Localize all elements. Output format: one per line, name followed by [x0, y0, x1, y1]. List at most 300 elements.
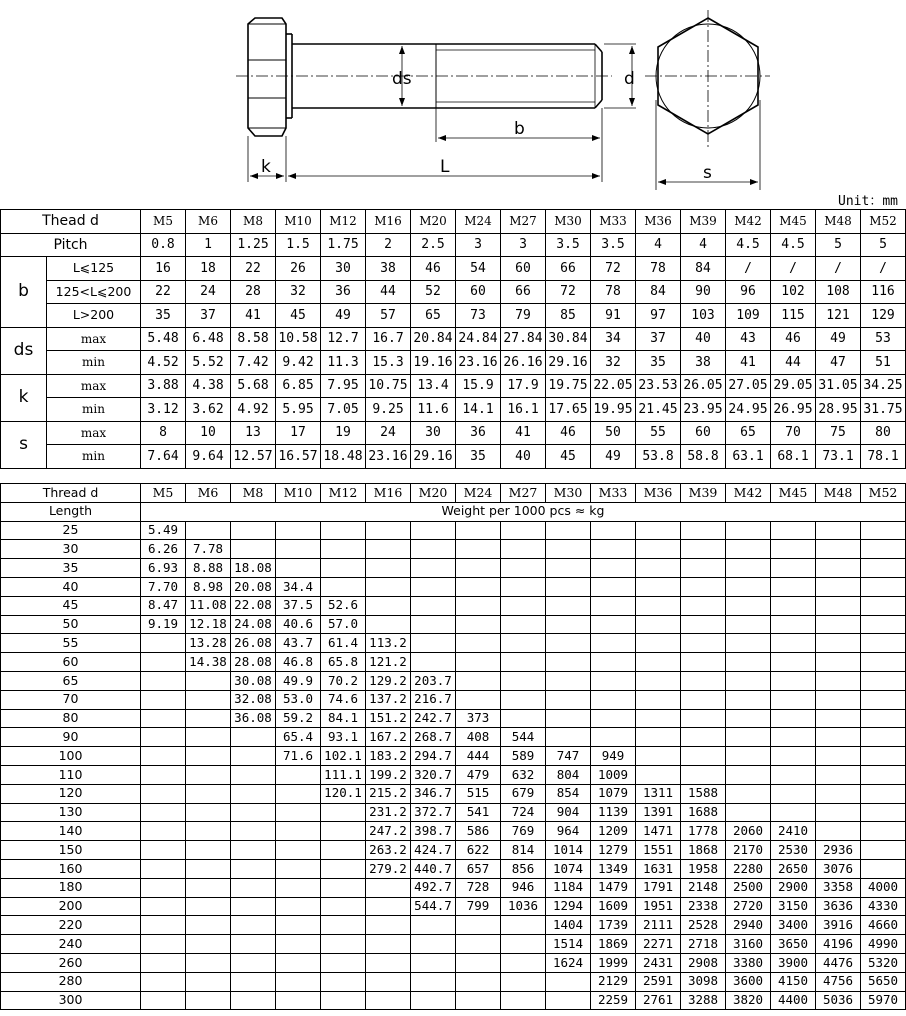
weight-cell: 2500 — [726, 878, 771, 897]
b-cell: 116 — [861, 280, 906, 304]
b-cell: 38 — [366, 257, 411, 281]
k-cell: 14.1 — [456, 398, 501, 422]
k-cell: 3.88 — [141, 374, 186, 398]
s-cell: 40 — [501, 445, 546, 469]
weight-cell: 167.2 — [366, 728, 411, 747]
weight-cell: 949 — [591, 747, 636, 766]
weight-cell — [726, 615, 771, 634]
b-cell: 57 — [366, 304, 411, 328]
weight-cell — [321, 916, 366, 935]
weight-cell: 3916 — [816, 916, 861, 935]
weight-row — [1, 972, 906, 991]
weight-cell — [681, 577, 726, 596]
weight-cell — [321, 953, 366, 972]
length-cell: 300 — [1, 991, 141, 1010]
weight-cell — [861, 521, 906, 540]
weight-cell — [636, 596, 681, 615]
b-cell: 24 — [186, 280, 231, 304]
weight-cell: 5036 — [816, 991, 861, 1010]
weight-cell — [186, 671, 231, 690]
weight-cell — [231, 935, 276, 954]
weight-cell: 728 — [456, 878, 501, 897]
weight-row — [1, 765, 906, 784]
weight-table — [0, 483, 906, 1010]
weight-cell: 242.7 — [411, 709, 456, 728]
size-header: M12 — [321, 210, 366, 234]
weight-cell — [861, 822, 906, 841]
length-cell: 130 — [1, 803, 141, 822]
b-dim-label: b — [514, 119, 525, 139]
weight-cell — [591, 615, 636, 634]
pitch-cell: 1.25 — [231, 233, 276, 257]
weight-cell: 2908 — [681, 953, 726, 972]
ds-cell: 20.84 — [411, 327, 456, 351]
weight-cell — [186, 709, 231, 728]
ds-cell: 26.16 — [501, 351, 546, 375]
ds-cell: 38 — [681, 351, 726, 375]
weight-cell — [141, 747, 186, 766]
weight-cell — [771, 709, 816, 728]
weight-cell — [141, 841, 186, 860]
weight-cell: 36.08 — [231, 709, 276, 728]
ds-cell: 44 — [771, 351, 816, 375]
weight-cell — [816, 784, 861, 803]
weight-cell: 3160 — [726, 935, 771, 954]
length-cell: 90 — [1, 728, 141, 747]
b-cell: / — [816, 257, 861, 281]
weight-row — [1, 634, 906, 653]
weight-row — [1, 953, 906, 972]
weight-row — [1, 916, 906, 935]
weight-cell: 2129 — [591, 972, 636, 991]
size-header: M30 — [546, 210, 591, 234]
weight-cell — [186, 878, 231, 897]
weight-cell: 769 — [501, 822, 546, 841]
b-cell: 32 — [276, 280, 321, 304]
weight-cell — [276, 878, 321, 897]
weight-row — [1, 653, 906, 672]
b-cell: 18 — [186, 257, 231, 281]
weight-cell — [591, 540, 636, 559]
weight-cell: 679 — [501, 784, 546, 803]
weight-cell — [411, 615, 456, 634]
weight-cell — [276, 841, 321, 860]
weight-cell — [681, 653, 726, 672]
weight-cell: 53.0 — [276, 690, 321, 709]
weight-cell: 137.2 — [366, 690, 411, 709]
length-cell: 35 — [1, 559, 141, 578]
weight-cell: 1184 — [546, 878, 591, 897]
s-cell: 53.8 — [636, 445, 681, 469]
weight-cell: 2111 — [636, 916, 681, 935]
b-cell: 121 — [816, 304, 861, 328]
weight-cell — [861, 596, 906, 615]
weight-cell — [276, 822, 321, 841]
weight-cell: 203.7 — [411, 671, 456, 690]
ds-cell: 24.84 — [456, 327, 501, 351]
weight-cell: 1036 — [501, 897, 546, 916]
weight-cell — [546, 671, 591, 690]
weight-cell — [861, 559, 906, 578]
size-header: M33 — [591, 210, 636, 234]
weight-row — [1, 859, 906, 878]
weight-cell: 946 — [501, 878, 546, 897]
s-cell: 19 — [321, 421, 366, 445]
weight-cell — [501, 972, 546, 991]
b-cell: 30 — [321, 257, 366, 281]
weight-cell — [411, 540, 456, 559]
weight-cell: 8.47 — [141, 596, 186, 615]
length-cell: 55 — [1, 634, 141, 653]
weight-cell — [861, 615, 906, 634]
k-cell: 7.95 — [321, 374, 366, 398]
weight-cell — [681, 728, 726, 747]
size-header: M39 — [681, 210, 726, 234]
b-cell: 49 — [321, 304, 366, 328]
weight-cell — [321, 822, 366, 841]
ds-dim-label: ds — [392, 69, 412, 89]
weight-cell — [771, 653, 816, 672]
weight-cell — [321, 577, 366, 596]
weight-cell — [501, 935, 546, 954]
weight-cell: 129.2 — [366, 671, 411, 690]
weight-cell — [726, 596, 771, 615]
weight-cell: 804 — [546, 765, 591, 784]
weight-cell — [726, 803, 771, 822]
weight-cell: 444 — [456, 747, 501, 766]
ds-cell: 7.42 — [231, 351, 276, 375]
weight-cell: 3098 — [681, 972, 726, 991]
ds-cell: 51 — [861, 351, 906, 375]
size-header: M20 — [411, 484, 456, 503]
b-cell: 26 — [276, 257, 321, 281]
weight-cell — [771, 596, 816, 615]
weight-row — [1, 878, 906, 897]
ds-cell: 15.3 — [366, 351, 411, 375]
weight-cell: 2060 — [726, 822, 771, 841]
weight-cell — [321, 972, 366, 991]
weight-cell — [681, 709, 726, 728]
weight-cell — [816, 559, 861, 578]
k-cell: 27.05 — [726, 374, 771, 398]
length-cell: 220 — [1, 916, 141, 935]
size-header: M24 — [456, 210, 501, 234]
s-cell: 55 — [636, 421, 681, 445]
pitch-cell: 0.8 — [141, 233, 186, 257]
weight-cell: 373 — [456, 709, 501, 728]
length-cell: 160 — [1, 859, 141, 878]
b-cell: 60 — [501, 257, 546, 281]
weight-row — [1, 540, 906, 559]
weight-cell — [861, 671, 906, 690]
b-cell: 54 — [456, 257, 501, 281]
size-header: M27 — [501, 484, 546, 503]
ds-cell: 47 — [816, 351, 861, 375]
s-cell: 23.16 — [366, 445, 411, 469]
weight-cell — [141, 784, 186, 803]
weight-cell: 2431 — [636, 953, 681, 972]
weight-cell: 856 — [501, 859, 546, 878]
weight-cell — [141, 859, 186, 878]
weight-cell — [681, 540, 726, 559]
k-cell: 31.05 — [816, 374, 861, 398]
weight-cell: 22.08 — [231, 596, 276, 615]
weight-cell: 49.9 — [276, 671, 321, 690]
weight-cell: 120.1 — [321, 784, 366, 803]
weight-cell: 4990 — [861, 935, 906, 954]
weight-cell — [636, 690, 681, 709]
b-cell: 91 — [591, 304, 636, 328]
weight-cell — [636, 765, 681, 784]
weight-cell — [636, 709, 681, 728]
weight-row — [1, 784, 906, 803]
weight-cell — [186, 935, 231, 954]
weight-cell: 4756 — [816, 972, 861, 991]
k-cell: 4.92 — [231, 398, 276, 422]
ds-cell: 11.3 — [321, 351, 366, 375]
weight-cell: 3150 — [771, 897, 816, 916]
size-header: M10 — [276, 484, 321, 503]
weight-cell — [591, 521, 636, 540]
weight-cell: 1074 — [546, 859, 591, 878]
bolt-technical-drawing — [0, 0, 906, 200]
s-cell: 70 — [771, 421, 816, 445]
k-cell: 17.9 — [501, 374, 546, 398]
size-header: M36 — [636, 210, 681, 234]
weight-cell: 1014 — [546, 841, 591, 860]
weight-cell — [771, 690, 816, 709]
ds-cell: 53 — [861, 327, 906, 351]
weight-cell: 1624 — [546, 953, 591, 972]
weight-cell: 216.7 — [411, 690, 456, 709]
pitch-cell: 4 — [681, 233, 726, 257]
weight-cell: 4476 — [816, 953, 861, 972]
weight-cell — [816, 822, 861, 841]
thread-label: Thread d — [1, 484, 141, 503]
weight-cell — [546, 540, 591, 559]
weight-cell — [681, 559, 726, 578]
weight-row — [1, 822, 906, 841]
weight-caption: Weight per 1000 pcs ≈ kg — [141, 502, 906, 521]
weight-cell — [501, 953, 546, 972]
spec-header-row — [1, 210, 906, 234]
weight-cell: 102.1 — [321, 747, 366, 766]
b-cell: / — [726, 257, 771, 281]
pitch-cell: 3.5 — [546, 233, 591, 257]
ds-cell: 40 — [681, 327, 726, 351]
weight-cell — [456, 935, 501, 954]
weight-cell — [456, 615, 501, 634]
weight-cell: 4400 — [771, 991, 816, 1010]
weight-cell: 4330 — [861, 897, 906, 916]
weight-cell: 346.7 — [411, 784, 456, 803]
length-label-row — [1, 502, 906, 521]
ds-cell: 43 — [726, 327, 771, 351]
weight-cell — [186, 953, 231, 972]
weight-cell: 84.1 — [321, 709, 366, 728]
weight-cell — [186, 897, 231, 916]
d-dim-label: d — [624, 69, 635, 89]
b-cell: 52 — [411, 280, 456, 304]
ds-cell: 46 — [771, 327, 816, 351]
weight-cell: 3650 — [771, 935, 816, 954]
weight-cell: 14.38 — [186, 653, 231, 672]
k-condition: min — [47, 398, 141, 422]
weight-cell — [681, 596, 726, 615]
k-cell: 3.62 — [186, 398, 231, 422]
weight-cell — [591, 653, 636, 672]
s-cell: 78.1 — [861, 445, 906, 469]
weight-cell: 2650 — [771, 859, 816, 878]
weight-cell — [366, 577, 411, 596]
b-cell: 37 — [186, 304, 231, 328]
weight-cell: 40.6 — [276, 615, 321, 634]
weight-cell: 247.2 — [366, 822, 411, 841]
dimension-spec-table — [0, 209, 906, 469]
weight-cell — [231, 784, 276, 803]
weight-cell: 2900 — [771, 878, 816, 897]
length-cell: 110 — [1, 765, 141, 784]
s-cell: 30 — [411, 421, 456, 445]
weight-cell — [321, 897, 366, 916]
weight-cell: 3358 — [816, 878, 861, 897]
weight-cell — [771, 803, 816, 822]
weight-cell — [456, 559, 501, 578]
weight-cell: 1951 — [636, 897, 681, 916]
unit-label: Unit：mm — [838, 194, 898, 209]
weight-cell — [276, 765, 321, 784]
weight-cell: 2528 — [681, 916, 726, 935]
length-cell: 70 — [1, 690, 141, 709]
weight-cell — [816, 671, 861, 690]
weight-cell — [546, 972, 591, 991]
size-header: M48 — [816, 210, 861, 234]
weight-cell: 589 — [501, 747, 546, 766]
weight-cell — [636, 521, 681, 540]
b-cell: 115 — [771, 304, 816, 328]
s-cell: 49 — [591, 445, 636, 469]
weight-cell: 57.0 — [321, 615, 366, 634]
weight-cell — [636, 728, 681, 747]
weight-cell: 1869 — [591, 935, 636, 954]
weight-cell — [411, 653, 456, 672]
weight-row — [1, 615, 906, 634]
k-row — [1, 398, 906, 422]
weight-cell — [141, 634, 186, 653]
ds-cell: 5.48 — [141, 327, 186, 351]
b-cell: 16 — [141, 257, 186, 281]
weight-cell — [321, 540, 366, 559]
weight-cell — [546, 634, 591, 653]
weight-cell — [591, 596, 636, 615]
weight-cell — [771, 671, 816, 690]
weight-cell: 3288 — [681, 991, 726, 1010]
weight-row — [1, 596, 906, 615]
weight-cell — [546, 577, 591, 596]
weight-cell: 320.7 — [411, 765, 456, 784]
weight-cell — [366, 897, 411, 916]
s-cell: 75 — [816, 421, 861, 445]
length-cell: 25 — [1, 521, 141, 540]
weight-cell — [546, 728, 591, 747]
weight-cell — [366, 916, 411, 935]
weight-cell: 1514 — [546, 935, 591, 954]
b-cell: / — [861, 257, 906, 281]
weight-cell — [816, 803, 861, 822]
pitch-cell: 3 — [501, 233, 546, 257]
pitch-cell: 5 — [861, 233, 906, 257]
b-condition: L⩽125 — [47, 257, 141, 281]
weight-cell — [141, 803, 186, 822]
size-header: M6 — [186, 484, 231, 503]
k-cell: 19.95 — [591, 398, 636, 422]
size-header: M8 — [231, 484, 276, 503]
k-condition: max — [47, 374, 141, 398]
weight-cell: 215.2 — [366, 784, 411, 803]
weight-cell — [366, 991, 411, 1010]
weight-cell — [501, 559, 546, 578]
weight-cell: 964 — [546, 822, 591, 841]
b-label: b — [1, 257, 47, 328]
weight-cell — [231, 916, 276, 935]
weight-cell — [681, 634, 726, 653]
k-cell: 21.45 — [636, 398, 681, 422]
size-header: M10 — [276, 210, 321, 234]
b-cell: 22 — [231, 257, 276, 281]
weight-cell — [681, 765, 726, 784]
weight-cell: 2940 — [726, 916, 771, 935]
s-cell: 35 — [456, 445, 501, 469]
s-cell: 45 — [546, 445, 591, 469]
weight-cell — [411, 953, 456, 972]
weight-cell — [366, 615, 411, 634]
weight-cell — [816, 634, 861, 653]
s-cell: 63.1 — [726, 445, 771, 469]
weight-cell — [141, 765, 186, 784]
weight-cell: 544 — [501, 728, 546, 747]
k-label: k — [1, 374, 47, 421]
weight-cell — [816, 765, 861, 784]
weight-cell: 113.2 — [366, 634, 411, 653]
weight-cell — [141, 728, 186, 747]
weight-cell — [456, 991, 501, 1010]
weight-cell — [636, 747, 681, 766]
weight-cell: 3400 — [771, 916, 816, 935]
weight-cell — [366, 559, 411, 578]
weight-cell — [456, 596, 501, 615]
weight-cell — [411, 521, 456, 540]
ds-cell: 27.84 — [501, 327, 546, 351]
weight-cell: 799 — [456, 897, 501, 916]
weight-cell — [186, 859, 231, 878]
weight-cell: 1609 — [591, 897, 636, 916]
weight-cell: 2936 — [816, 841, 861, 860]
weight-cell — [141, 822, 186, 841]
weight-cell: 4196 — [816, 935, 861, 954]
weight-row — [1, 841, 906, 860]
weight-cell — [681, 690, 726, 709]
weight-cell: 2148 — [681, 878, 726, 897]
weight-cell — [231, 822, 276, 841]
weight-cell: 372.7 — [411, 803, 456, 822]
weight-cell — [186, 822, 231, 841]
weight-cell — [186, 521, 231, 540]
weight-cell: 1279 — [591, 841, 636, 860]
pitch-row — [1, 233, 906, 257]
weight-cell — [501, 653, 546, 672]
length-cell: 80 — [1, 709, 141, 728]
weight-cell — [816, 577, 861, 596]
